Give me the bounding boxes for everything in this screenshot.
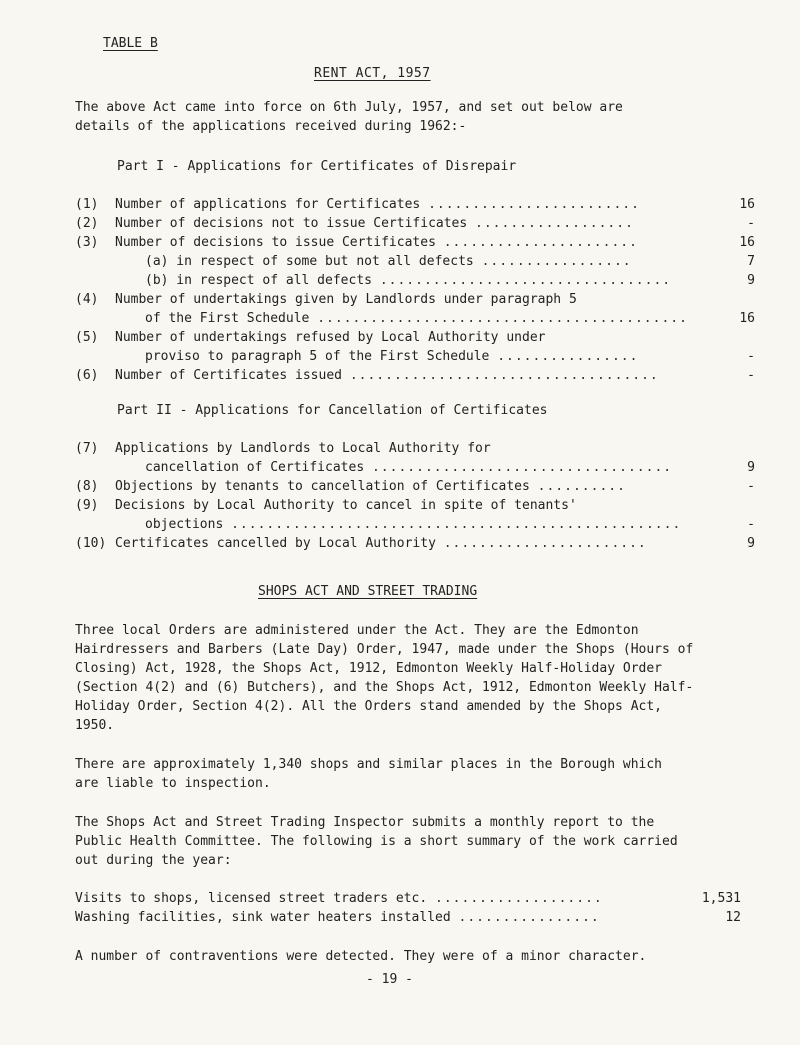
- item-text: Number of Certificates issued ...................................: [115, 368, 659, 383]
- table-label: TABLE B: [103, 36, 158, 51]
- text-line: Closing) Act, 1928, the Shops Act, 1912, Edmonton Weekly Half-Holiday Order: [75, 661, 662, 676]
- item-number: (4): [75, 292, 99, 307]
- item-number: (5): [75, 330, 99, 345]
- item-text: Certificates cancelled by Local Authority .......................: [115, 536, 647, 551]
- item-value: 1,531: [701, 891, 741, 906]
- item-value: 9: [747, 536, 755, 551]
- item-value: 9: [747, 273, 755, 288]
- item-value: -: [747, 216, 755, 231]
- text-line: The Shops Act and Street Trading Inspector submits a monthly report to the: [75, 815, 655, 830]
- item-text: (b) in respect of all defects .................................: [145, 273, 672, 288]
- text-line: Holiday Order, Section 4(2). All the Orders stand amended by the Shops Act,: [75, 699, 662, 714]
- list-item: [75, 254, 775, 273]
- item-value: 9: [747, 460, 755, 475]
- list-item: [75, 891, 775, 910]
- list-item: [75, 479, 775, 498]
- list-item: [75, 311, 775, 330]
- text-line: out during the year:: [75, 853, 232, 868]
- list-item: [75, 517, 775, 536]
- list-item: [75, 216, 775, 235]
- item-text: Applications by Landlords to Local Authority for: [115, 441, 491, 456]
- item-number: (8): [75, 479, 99, 494]
- item-value: 16: [739, 311, 755, 326]
- item-text: cancellation of Certificates ..................................: [145, 460, 673, 475]
- list-item: [75, 441, 775, 460]
- list-item: [75, 273, 775, 292]
- item-text: Number of undertakings given by Landlords under paragraph 5: [115, 292, 577, 307]
- item-number: (3): [75, 235, 99, 250]
- part1-title: Part I - Applications for Certificates of Disrepair: [117, 159, 517, 174]
- shops-act-heading: SHOPS ACT AND STREET TRADING: [258, 584, 478, 599]
- item-number: (6): [75, 368, 99, 383]
- item-text: proviso to paragraph 5 of the First Schedule ................: [145, 349, 639, 364]
- list-item: [75, 330, 775, 349]
- text-line: Three local Orders are administered under the Act. They are the Edmonton: [75, 623, 639, 638]
- item-text: Number of undertakings refused by Local Authority under: [115, 330, 546, 345]
- list-item: [75, 197, 775, 216]
- item-text: objections ...................................................: [145, 517, 682, 532]
- item-value: -: [747, 479, 755, 494]
- closing-sentence: A number of contraventions were detected. They were of a minor character.: [75, 949, 647, 964]
- item-value: 12: [725, 910, 741, 925]
- list-item: [75, 910, 775, 929]
- rent-act-heading: RENT ACT, 1957: [314, 66, 431, 81]
- item-text: Visits to shops, licensed street traders etc. ...................: [75, 891, 603, 906]
- list-item: [75, 349, 775, 368]
- part2-title: Part II - Applications for Cancellation of Certificates: [117, 403, 548, 418]
- item-number: (1): [75, 197, 99, 212]
- list-item: [75, 460, 775, 479]
- list-item: [75, 368, 775, 387]
- item-text: Objections by tenants to cancellation of Certificates ..........: [115, 479, 626, 494]
- list-item: [75, 235, 775, 254]
- page-number: - 19 -: [366, 972, 413, 987]
- text-line: Public Health Committee. The following is a short summary of the work carried: [75, 834, 678, 849]
- intro-line-1: The above Act came into force on 6th July, 1957, and set out below are: [75, 100, 623, 115]
- item-text: Number of applications for Certificates ........................: [115, 197, 640, 212]
- list-item: [75, 536, 775, 555]
- item-text: of the First Schedule ..........................................: [145, 311, 688, 326]
- item-text: Number of decisions not to issue Certificates ..................: [115, 216, 634, 231]
- text-line: Hairdressers and Barbers (Late Day) Order, 1947, made under the Shops (Hours of: [75, 642, 694, 657]
- item-value: -: [747, 517, 755, 532]
- item-text: Decisions by Local Authority to cancel in spite of tenants': [115, 498, 577, 513]
- item-value: 16: [739, 235, 755, 250]
- text-line: (Section 4(2) and (6) Butchers), and the Shops Act, 1912, Edmonton Weekly Half-: [75, 680, 694, 695]
- item-value: 7: [747, 254, 755, 269]
- item-text: Number of decisions to issue Certificates ......................: [115, 235, 638, 250]
- item-value: -: [747, 349, 755, 364]
- item-number: (2): [75, 216, 99, 231]
- list-item: [75, 498, 775, 517]
- text-line: are liable to inspection.: [75, 776, 271, 791]
- item-number: (7): [75, 441, 99, 456]
- item-number: (10): [75, 536, 107, 551]
- item-value: -: [747, 368, 755, 383]
- intro-line-2: details of the applications received during 1962:-: [75, 119, 467, 134]
- item-text: (a) in respect of some but not all defects .................: [145, 254, 632, 269]
- item-text: Washing facilities, sink water heaters installed ................: [75, 910, 600, 925]
- list-item: [75, 292, 775, 311]
- text-line: 1950.: [75, 718, 115, 733]
- text-line: There are approximately 1,340 shops and similar places in the Borough which: [75, 757, 662, 772]
- item-number: (9): [75, 498, 99, 513]
- item-value: 16: [739, 197, 755, 212]
